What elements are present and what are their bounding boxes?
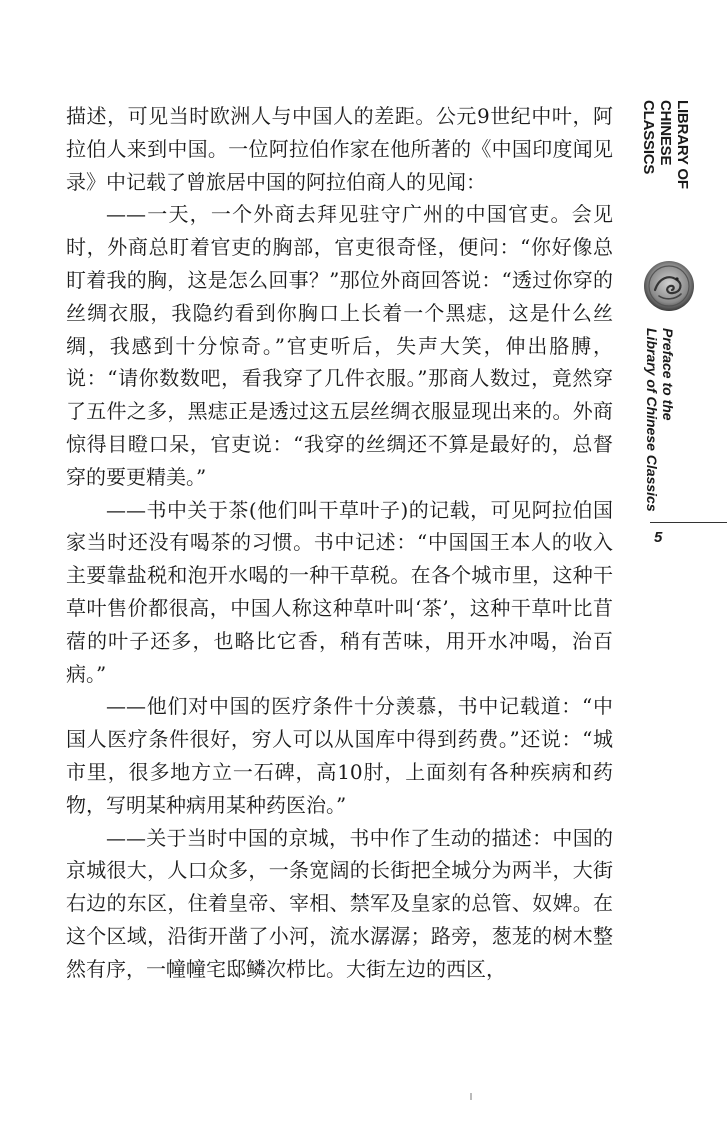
chapter-title xyxy=(644,328,676,628)
page-number: 5 xyxy=(654,529,663,546)
paragraph-5: ——关于当时中国的京城，书中作了生动的描述：中国的京城很大，人口众多，一条宽阔的长街把全城分为两半，大街右边的东区，住着皇帝、宰相、禁军及皇家的总管、奴婢。在这个区域，沿街开凿了小河，流水潺潺；路旁，葱茏的树木整然有序，一幢幢宅邸鳞次栉比。大街左边的西区， xyxy=(66,825,613,981)
paragraph-1: 描述，可见当时欧洲人与中国人的差距。公元9世纪中叶，阿拉伯人来到中国。一位阿拉伯作家在他所著的《中国印度闻见录》中记载了曾旅居中国的阿拉伯商人的见闻： xyxy=(66,104,613,194)
series-title xyxy=(640,100,691,250)
page-number-rule xyxy=(650,522,727,523)
paragraph-3: ——书中关于茶(他们叫干草叶子)的记载，可见阿拉伯国家当时还没有喝茶的习惯。书中记述：“中国国王本人的收入主要靠盐税和泡开水喝的一种干草税。在各个城市里，这种干草叶售价都很高，中国人称这种草叶叫‘茶’，这种干草叶比苜蓿的叶子还多，也略比它香，稍有苦味，用开水冲喝，治百病。” xyxy=(66,497,613,686)
paragraph-2: ——一天，一个外商去拜见驻守广州的中国官吏。会见时，外商总盯着官吏的胸部，官吏很奇怪，便问：“你好像总盯着我的胸，这是怎么回事？”那位外商回答说：“透过你穿的丝绸衣服，我隐约看到你胸口上长着一个黑痣，这是什么丝绸，我感到十分惊奇。”官吏听后，失声大笑，伸出胳膊，说：“请你数数吧，看我穿了几件衣服。”那商人数过，竟然穿了五件之多，黑痣正是透过这五层丝绸衣服显现出来的。外商惊得目瞪口呆，官吏说：“我穿的丝绸还不算是最好的，总督穿的要更精美。” xyxy=(66,202,613,489)
running-sidebar xyxy=(640,100,725,660)
chapter-title-line2: Library of Chinese Classics xyxy=(644,328,660,512)
paragraph-4: ——他们对中国的医疗条件十分羡慕，书中记载道：“中国人医疗条件很好，穷人可以从国库中得到药费。”还说：“城市里，很多地方立一石碑，高10肘，上面刻有各种疾病和药物，写明某种病用某种药医治。” xyxy=(66,694,613,817)
series-title-line1: LIBRARY OF CHINESE xyxy=(657,100,691,189)
dragon-seal-icon xyxy=(643,260,695,312)
body-text xyxy=(66,100,613,986)
scan-mark xyxy=(470,1093,472,1100)
series-title-line2: CLASSICS xyxy=(640,100,657,175)
chapter-title-line1: Preface to the xyxy=(660,328,676,421)
